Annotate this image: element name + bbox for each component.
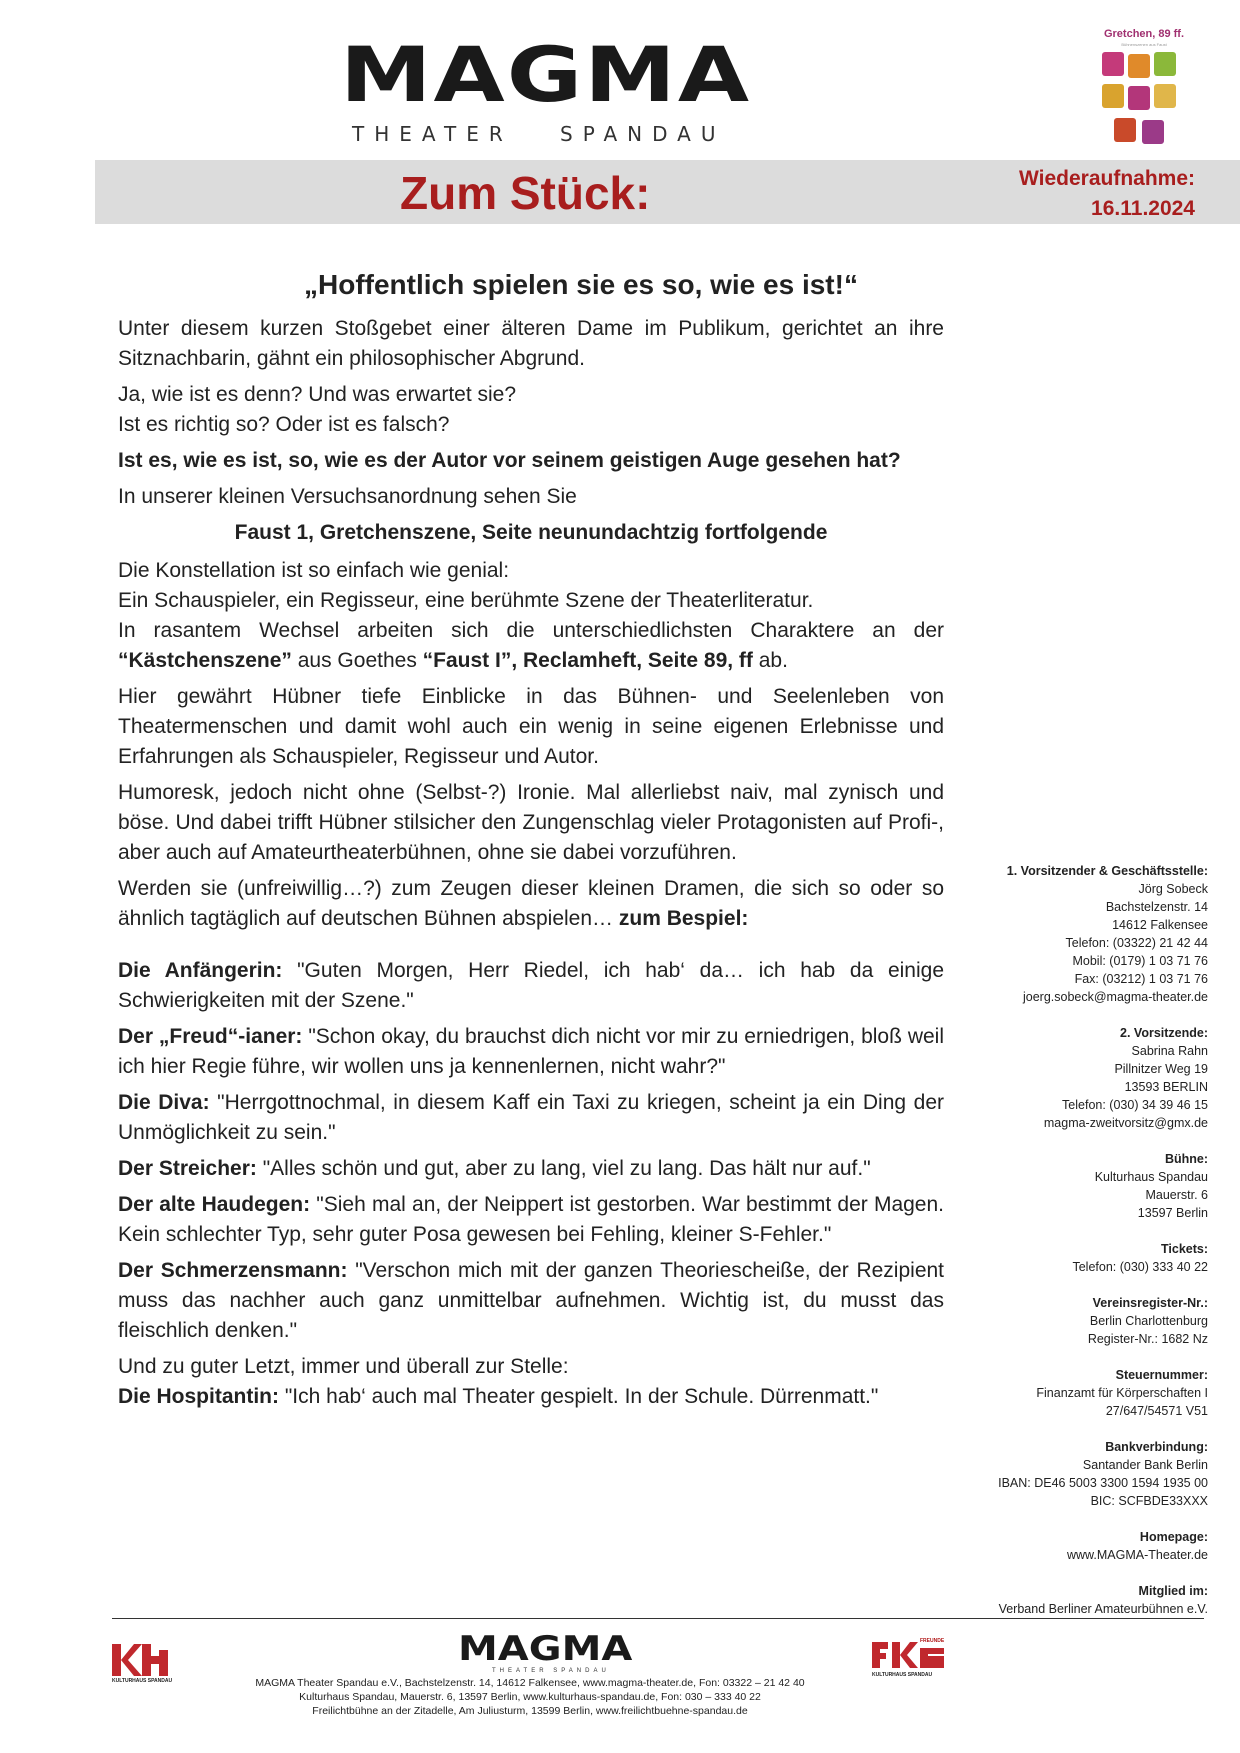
sidebar-line: Mauerstr. 6 (1145, 1188, 1208, 1202)
line: In rasantem Wechsel arbeiten sich die unterschiedlichsten Charaktere an der (118, 619, 944, 642)
sidebar-line: Verband Berliner Amateurbühnen e.V. (998, 1602, 1208, 1616)
quote (118, 1352, 944, 1412)
reprise-date: 16.11.2024 (1091, 197, 1195, 220)
sidebar-line: Telefon: (030) 333 40 22 (1072, 1260, 1208, 1274)
sidebar-line: BIC: SCFBDE33XXX (1090, 1494, 1208, 1508)
footer-line: Freilichtbühne an der Zitadelle, Am Juliusturm, 13599 Berlin, www.freilichtbuehne-spandau.de (312, 1705, 748, 1717)
sidebar-email-link[interactable]: joerg.sobeck@magma-theater.de (1022, 990, 1208, 1004)
sidebar-line: Telefon: (03322) 21 42 44 (1065, 936, 1208, 950)
line: Ist es richtig so? Oder ist es falsch? (118, 413, 450, 436)
line: aus Goethes (291, 649, 423, 672)
article-paragraph: In unserer kleinen Versuchsanordnung sehen Sie (118, 485, 577, 508)
sidebar-homepage (908, 1528, 1208, 1564)
reprise-label: Wiederaufnahme: (1018, 167, 1195, 190)
sidebar-line: Jörg Sobeck (1138, 882, 1208, 896)
footer-logo-sub: THEATER SPANDAU (492, 1668, 610, 1674)
quote (118, 956, 944, 1016)
sidebar-line: IBAN: DE46 5003 3300 1594 1935 00 (998, 1476, 1208, 1490)
sidebar-chair (908, 862, 1208, 1006)
sidebar-tickets (908, 1240, 1208, 1276)
article-paragraph: Hier gewährt Hübner tiefe Einblicke in das Bühnen- und Seelenleben von Theatermenschen und damit wohl auch ein wenig in seine eigenen Erlebnisse und Erfahrungen als Schauspieler, Regisseur und Autor. (118, 685, 944, 768)
magma-logo: MAGMA (340, 31, 752, 120)
sidebar-line: 14612 Falkensee (1112, 918, 1208, 932)
reprise-info (1019, 164, 1195, 224)
article-paragraph (118, 380, 944, 440)
quote (118, 1022, 944, 1082)
sidebar-line: Kulturhaus Spandau (1094, 1170, 1208, 1184)
book-reference: “Faust I”, Reclamheft, Seite 89, ff (422, 649, 753, 672)
sidebar-stage (908, 1150, 1208, 1222)
quote (118, 1154, 944, 1184)
quote-label: Die Anfängerin: (118, 959, 283, 982)
sidebar-line: Bachstelzenstr. 14 (1105, 900, 1208, 914)
logo-sub-theater: THEATER (352, 122, 513, 146)
quote (118, 1256, 944, 1346)
quote-label: Der „Freud“-ianer: (118, 1025, 303, 1048)
sidebar-line: Fax: (03212) 1 03 71 76 (1074, 972, 1208, 986)
quote (118, 1190, 944, 1250)
sidebar-heading: 2. Vorsitzende: (1120, 1026, 1208, 1040)
quote-text: "Alles schön und gut, aber zu lang, viel zu lang. Das hält nur auf." (256, 1157, 871, 1180)
sidebar-heading: Steuernummer: (1115, 1368, 1208, 1382)
quote-text: "Sieh mal an, der Neippert ist gestorben. War bestimmt der Magen. Kein schlechter Typ, sehr guter Posa gewesen bei Fehling, kleiner S-Fehler." (118, 1193, 944, 1246)
page-title: Zum Stück: (400, 167, 651, 219)
footer-divider (112, 1618, 1204, 1619)
fks-caption: KULTURHAUS SPANDAU (872, 1672, 933, 1678)
sidebar-tax (908, 1366, 1208, 1420)
line: Die Konstellation ist so einfach wie genial: (118, 559, 510, 582)
poster-tile (1154, 52, 1176, 76)
poster-tile (1154, 84, 1176, 108)
footer-address (200, 1676, 860, 1718)
sidebar-line: Finanzamt für Körperschaften I (1036, 1386, 1208, 1400)
sidebar-line: Register-Nr.: 1682 Nz (1087, 1332, 1208, 1346)
closing-line: Und zu guter Letzt, immer und überall zur Stelle: (118, 1355, 569, 1378)
play-reference: Faust 1, Gretchenszene, Seite neunundachtzig fortfolgende (234, 521, 828, 544)
article-paragraph: Humoresk, jedoch nicht ohne (Selbst-?) Ironie. Mal allerliebst naiv, mal zynisch und böse. Und dabei trifft Hübner stilsicher den Zungenschlag vieler Protagonisten auf Profi-, aber auch auf Amateurtheaterbühnen, ohne sie dabei vorzuführen. (118, 781, 944, 864)
sidebar-bank (908, 1438, 1208, 1510)
quote-text: "Herrgottnochmal, in diesem Kaff ein Taxi zu kriegen, scheint ja ein Ding der Unmöglichkeit zu sein." (118, 1091, 944, 1144)
poster-tile (1102, 52, 1124, 76)
footer-line: MAGMA Theater Spandau e.V., Bachstelzenstr. 14, 14612 Falkensee, www.magma-theater.de, Fon: 03322 – 21 42 40 (255, 1677, 805, 1689)
footer-line: Kulturhaus Spandau, Mauerstr. 6, 13597 Berlin, www.kulturhaus-spandau.de, Fon: 030 – 333 40 22 (299, 1691, 761, 1703)
quote-label: Die Hospitantin: (118, 1385, 279, 1408)
sidebar-line: Sabrina Rahn (1131, 1044, 1208, 1058)
scene-name: “Kästchenszene” (118, 649, 292, 672)
fks-freunde-label: FREUNDE (920, 1638, 945, 1644)
poster-tile (1102, 84, 1124, 108)
sidebar-heading: Mitglied im: (1138, 1584, 1208, 1598)
sidebar-member (908, 1582, 1208, 1618)
sidebar-line: Santander Bank Berlin (1082, 1458, 1208, 1472)
sidebar-line: Mobil: (0179) 1 03 71 76 (1072, 954, 1208, 968)
sidebar-heading: Vereinsregister-Nr.: (1092, 1296, 1208, 1310)
poster-thumbnail (1094, 28, 1194, 156)
quote-text: "Schon okay, du brauchst dich nicht vor mir zu erniedrigen, bloß weil ich hier Regie führe, wir wollen uns ja kennenlernen, nicht wahr?" (118, 1025, 944, 1078)
poster-tile (1128, 86, 1150, 110)
quote-label: Der Schmerzensmann: (118, 1259, 348, 1282)
quote (118, 1088, 944, 1148)
quote-label: Der Streicher: (118, 1157, 257, 1180)
article-paragraph: Unter diesem kurzen Stoßgebet einer älteren Dame im Publikum, gerichtet an ihre Sitznachbarin, gähnt ein philosophischer Abgrund. (118, 317, 944, 370)
sidebar-vice (908, 1024, 1208, 1132)
line: ab. (752, 649, 788, 672)
article-paragraph (118, 874, 944, 934)
article-question: Ist es, wie es ist, so, wie es der Autor vor seinem geistigen Auge gesehen hat? (118, 449, 901, 472)
sidebar-heading: Tickets: (1160, 1242, 1208, 1256)
poster-title: Gretchen, 89 ff. (1103, 28, 1185, 40)
quote-label: Der alte Haudegen: (118, 1193, 311, 1216)
sidebar-heading: Bankverbindung: (1105, 1440, 1208, 1454)
homepage-link[interactable]: www.MAGMA-Theater.de (1066, 1548, 1208, 1562)
article-paragraph (118, 556, 944, 676)
footer-magma-logo: MAGMA (458, 1629, 633, 1669)
quote-text: "Guten Morgen, Herr Riedel, ich hab‘ da… ich hab da einige Schwierigkeiten mit der Szene." (118, 959, 945, 1012)
sidebar-heading: Bühne: (1164, 1152, 1208, 1166)
poster-tile (1128, 54, 1150, 78)
sidebar-line: 27/647/54571 V51 (1105, 1404, 1208, 1418)
sidebar-line: 13593 BERLIN (1124, 1080, 1208, 1094)
sidebar-heading: 1. Vorsitzender & Geschäftsstelle: (1006, 864, 1208, 878)
quote-label: Die Diva: (118, 1091, 210, 1114)
sidebar-heading: Homepage: (1139, 1530, 1208, 1544)
article-body (118, 270, 944, 1418)
sidebar-line: 13597 Berlin (1137, 1206, 1208, 1220)
article-headline: „Hoffentlich spielen sie es so, wie es ist!“ (304, 269, 858, 300)
quote-text: "Ich hab‘ auch mal Theater gespielt. In der Schule. Dürrenmatt." (279, 1385, 879, 1408)
poster-subtitle: Bühnenszenen aus Faust (1121, 42, 1167, 47)
kulturhaus-caption: KULTURHAUS SPANDAU (112, 1678, 173, 1684)
line: Werden sie (unfreiwillig…?) zum Zeugen dieser kleinen Dramen, die sich so oder so ähnlich tagtäglich auf deutschen Bühnen abspielen… (118, 877, 944, 930)
sidebar-line: Berlin Charlottenburg (1089, 1314, 1208, 1328)
line-bold: zum Bespiel: (618, 907, 749, 930)
sidebar-register (908, 1294, 1208, 1348)
contact-sidebar (908, 862, 1208, 1636)
line: Ja, wie ist es denn? Und was erwartet sie? (118, 383, 517, 406)
quote-text: "Verschon mich mit der ganzen Theoriescheiße, der Rezipient muss das nachher auch ganz unmittelbar aufnehmen. Wichtig ist, du musst das fleischlich denken." (118, 1259, 945, 1342)
poster-tile (1142, 120, 1164, 144)
line: Ein Schauspieler, ein Regisseur, eine berühmte Szene der Theaterliteratur. (118, 589, 814, 612)
poster-tile (1114, 118, 1136, 142)
sidebar-line: Telefon: (030) 34 39 46 15 (1062, 1098, 1208, 1112)
kulturhaus-logo-icon (112, 1640, 168, 1680)
logo-sub-spandau: SPANDAU (560, 122, 726, 146)
sidebar-line: Pillnitzer Weg 19 (1114, 1062, 1208, 1076)
sidebar-email-link[interactable]: magma-zweitvorsitz@gmx.de (1043, 1116, 1208, 1130)
